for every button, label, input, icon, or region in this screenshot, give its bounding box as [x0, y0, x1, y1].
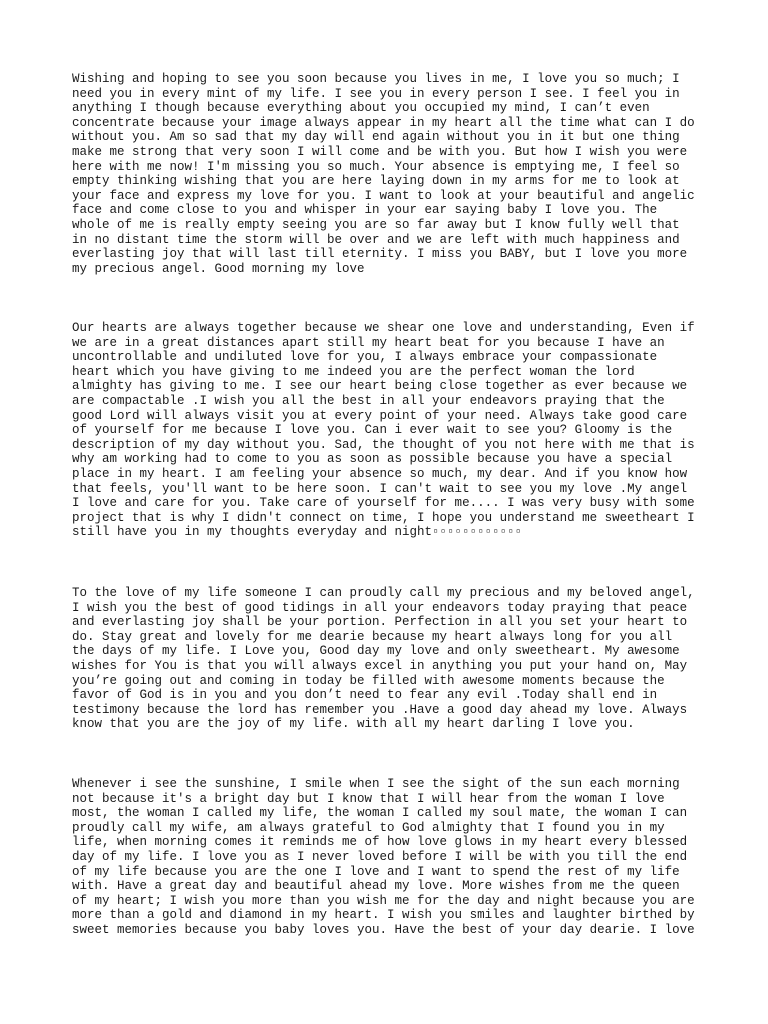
paragraph-4: Whenever i see the sunshine, I smile when I see the sight of the sun each morning not because it's a bright day but I know that I will hear from the woman I love most, the woman I called my life, the woman I called my soul mate, the woman I can proudly call my wife, am always grateful to God almighty that I found you in my life, when morning comes it reminds me of how love glows in my heart every blessed day of my life. I love you as I never loved before I will be with you till the end of my life because you are the one I love and I want to spend the rest of my life with. Have a great day and beautiful ahead my love. More wishes from me the queen of my heart; I wish you more than you wish me for the day and night because you are more than a gold and diamond in my heart. I wish you smiles and laughter birthed by sweet memories because you baby loves you. Have the best of your day dearie. I love: [72, 777, 695, 937]
paragraph-2: Our hearts are always together because we shear one love and understanding, Even if we are in a great distances apart still my heart beat for you because I have an uncontrollable and undiluted love for you, I always embrace your compassionate heart which you have giving to me indeed you are the perfect woman the lord almighty has giving to me. I see our heart being close together as ever because we are compactable .I wish you all the best in all your endeavors praying that the good Lord will always visit you at every point of your need. Always take good care of yourself for me because I love you. Can i ever wait to see you? Gloomy is the description of my day without you. Sad, the thought of you not here with me that is why am working had to come to you as soon as possible because you have a special place in my heart. I am feeling your absence so much, my dear. And if you know how that feels, you'll want to be here soon. I can't wait to see you my love .My angel I love and care for you. Take care of yourself for me.... I was very busy with some project that is why I didn't connect on time, I hope you understand me sweetheart I still have you in my thoughts everyday and night▫▫▫▫▫▫▫▫▫▫▫▫: [72, 321, 695, 540]
paragraph-1: Wishing and hoping to see you soon because you lives in me, I love you so much; I need you in every mint of my life. I see you in every person I see. I feel you in anything I though because everything about you occupied my mind, I can’t even concentrate because your image always appear in my heart all the time what can I do without you. Am so sad that my day will end again without you in it but one thing make me strong that very soon I will come and be with you. But how I wish you were here with me now! I'm missing you so much. Your absence is emptying me, I feel so empty thinking wishing that you are here laying down in my arms for me to look at your face and express my love for you. I want to look at your beautiful and angelic face and come close to you and whisper in your ear saying baby I love you. The whole of me is really empty seeing you are so far away but I know fully well that in no distant time the storm will be over and we are left with much happiness and everlasting joy that will last till eternity. I miss you BABY, but I love you more my precious angel. Good morning my love: [72, 72, 695, 276]
paragraph-3: To the love of my life someone I can proudly call my precious and my beloved angel, I wish you the best of good tidings in all your endeavors today praying that peace and everlasting joy shall be your portion. Perfection in all you set your heart to do. Stay great and lovely for me dearie because my heart always long for you all the days of my life. I Love you, Good day my love and only sweetheart. My awesome wishes for You is that you will always excel in anything you put your hand on, May you’re going out and coming in today be filled with awesome moments because the favor of God is in you and you don’t need to fear any evil .Today shall end in testimony because the lord has remember you .Have a good day ahead my love. Always know that you are the joy of my life. with all my heart darling I love you.: [72, 586, 695, 732]
